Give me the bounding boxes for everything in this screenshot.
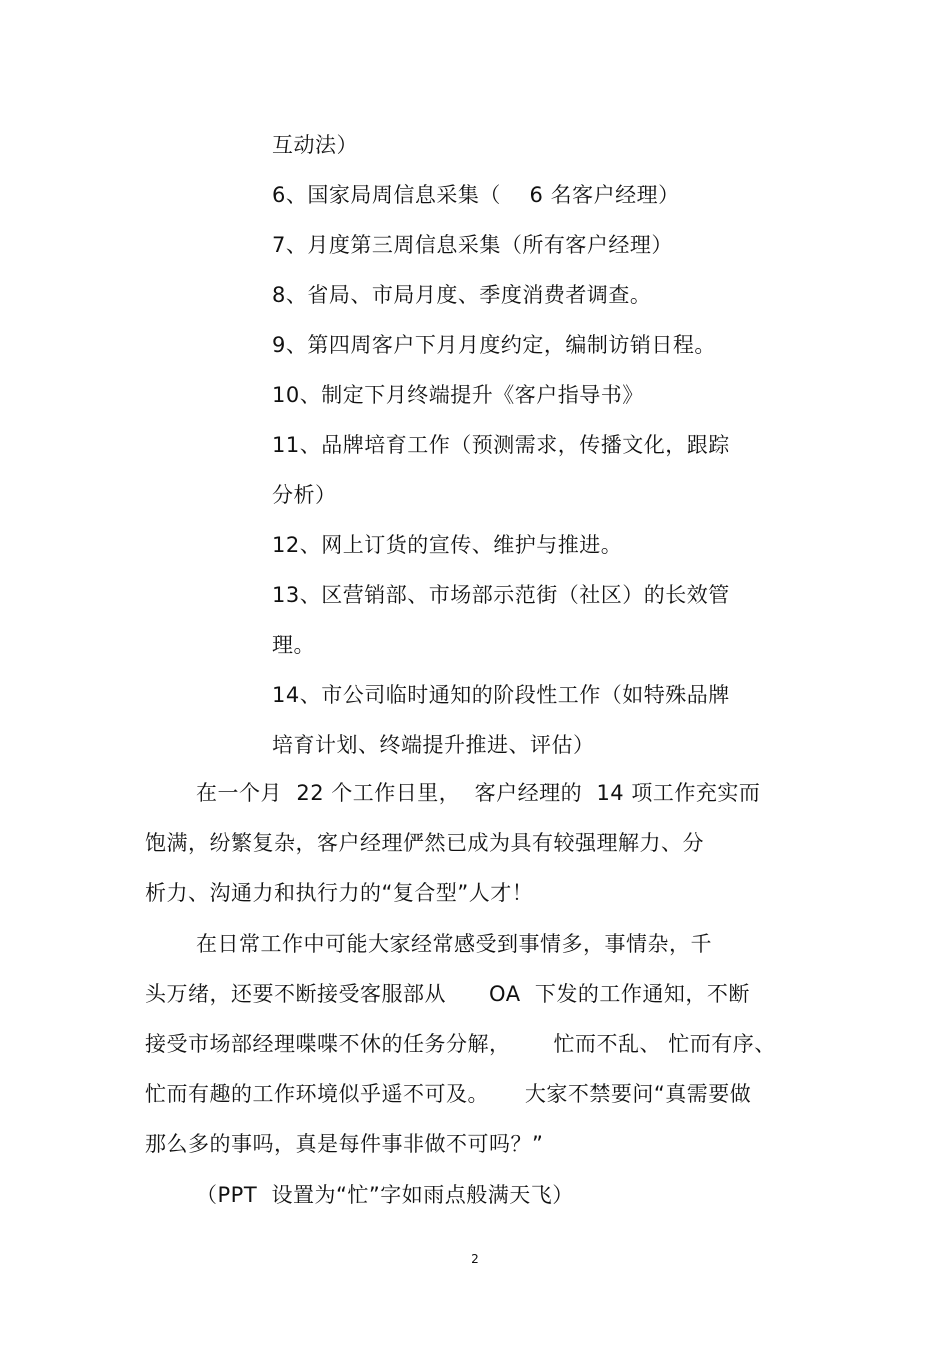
list-item-8: 8、省局、市局月度、季度消费者调查。 bbox=[272, 283, 652, 307]
list-item-13-continuation: 理。 bbox=[272, 633, 315, 657]
paragraph-2-line-3: 接受市场部经理喋喋不休的任务分解， 忙而不乱、 忙而有序、 bbox=[145, 1032, 776, 1056]
list-item-continuation: 互动法） bbox=[272, 133, 358, 157]
list-item-13: 13、区营销部、市场部示范街（社区）的长效管 bbox=[272, 583, 730, 607]
list-item-6: 6、国家局周信息采集（ 6 名客户经理） bbox=[272, 183, 680, 207]
paragraph-2-line-1: 在日常工作中可能大家经常感受到事情多，事情杂，千 bbox=[196, 932, 712, 956]
paragraph-1-line-1: 在一个月 22 个工作日里， 客户经理的 14 项工作充实而 bbox=[196, 781, 761, 805]
page-number: 2 bbox=[471, 1252, 479, 1266]
paragraph-1-line-3: 析力、沟通力和执行力的“复合型”人才！ bbox=[145, 881, 534, 905]
list-item-10: 10、制定下月终端提升《客户指导书》 bbox=[272, 383, 644, 407]
presentation-note: （PPT 设置为“忙”字如雨点般满天飞） bbox=[196, 1183, 574, 1207]
list-item-12: 12、网上订货的宣传、维护与推进。 bbox=[272, 533, 623, 557]
list-item-11: 11、品牌培育工作（预测需求，传播文化，跟踪 bbox=[272, 433, 730, 457]
list-item-9: 9、第四周客户下月月度约定，编制访销日程。 bbox=[272, 333, 716, 357]
list-item-14: 14、市公司临时通知的阶段性工作（如特殊品牌 bbox=[272, 683, 730, 707]
paragraph-1-line-2: 饱满，纷繁复杂，客户经理俨然已成为具有较强理解力、分 bbox=[145, 831, 704, 855]
list-item-7: 7、月度第三周信息采集（所有客户经理） bbox=[272, 233, 673, 257]
list-item-11-continuation: 分析） bbox=[272, 483, 337, 507]
paragraph-2-line-2: 头万绪，还要不断接受客服部从 OA 下发的工作通知，不断 bbox=[145, 982, 750, 1006]
list-item-14-continuation: 培育计划、终端提升推进、评估） bbox=[272, 733, 595, 757]
paragraph-2-line-4: 忙而有趣的工作环境似乎遥不可及。 大家不禁要问“真需要做 bbox=[145, 1082, 752, 1106]
paragraph-2-line-5: 那么多的事吗，真是每件事非做不可吗？” bbox=[145, 1132, 544, 1156]
